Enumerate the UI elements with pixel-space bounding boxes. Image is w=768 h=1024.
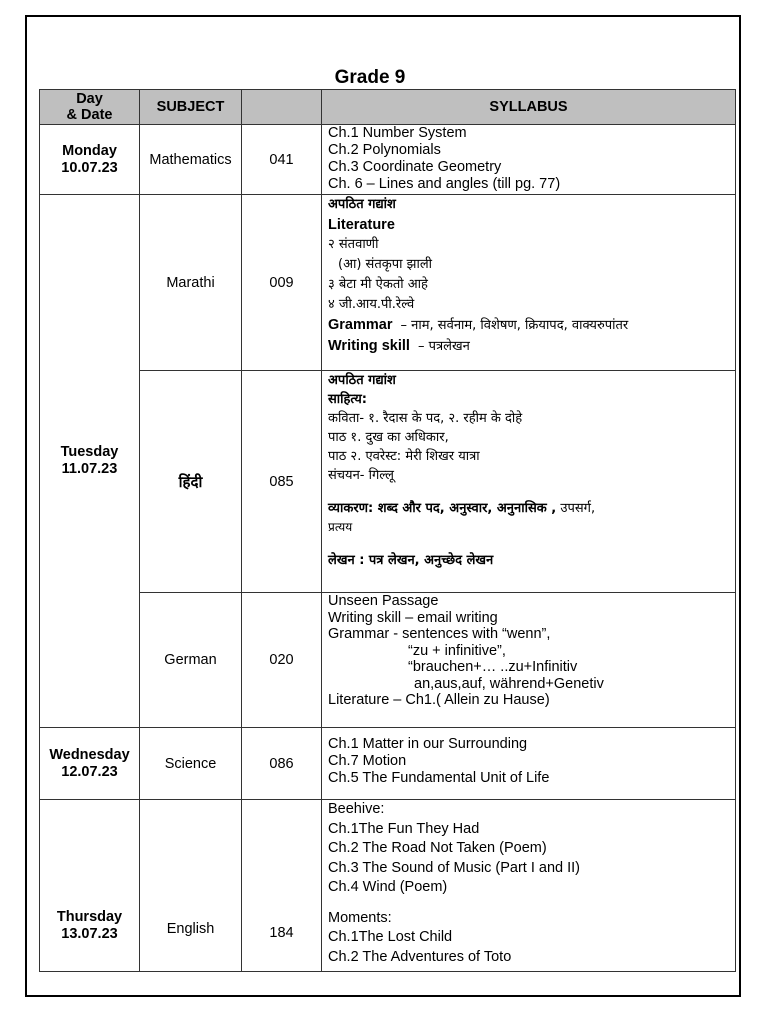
code-hindi: 085 bbox=[242, 371, 322, 593]
subject-german: German bbox=[140, 593, 242, 728]
syllabus-mathematics: Ch.1 Number System Ch.2 Polynomials Ch.3 Coordinate Geometry Ch. 6 – Lines and angles (till pg. 77) bbox=[322, 125, 736, 195]
syllabus-english: Beehive: Ch.1The Fun They Had Ch.2 The Road Not Taken (Poem) Ch.3 The Sound of Music (Part I and II) Ch.4 Wind (Poem) Moments: Ch.1The Lost Child Ch.2 The Adventures of Toto bbox=[322, 800, 736, 972]
row-english bbox=[40, 800, 736, 972]
header-day: Day & Date bbox=[40, 90, 140, 125]
header-syllabus: SYLLABUS bbox=[322, 90, 736, 125]
subject-english: English bbox=[140, 800, 242, 972]
row-german bbox=[40, 593, 736, 728]
header-row bbox=[40, 90, 736, 125]
day-thursday: Thursday 13.07.23 bbox=[40, 800, 140, 972]
row-marathi bbox=[40, 195, 736, 371]
schedule-table bbox=[39, 89, 736, 972]
header-subject: SUBJECT bbox=[140, 90, 242, 125]
day-monday: Monday 10.07.23 bbox=[40, 125, 140, 195]
page-title: Grade 9 bbox=[334, 67, 406, 88]
syllabus-german: Unseen Passage Writing skill – email writing Grammar - sentences with “wenn”, “zu + infinitive”, “brauchen+… ..zu+Infinitiv an,aus,auf, während+Genetiv Literature – Ch1.( Allein zu Hause) bbox=[322, 593, 736, 728]
day-wednesday: Wednesday 12.07.23 bbox=[40, 728, 140, 800]
code-marathi: 009 bbox=[242, 195, 322, 371]
syllabus-hindi: अपठित गद्यांश साहित्य: कविता- १. रैदास के पद, २. रहीम के दोहे पाठ १. दुख का अधिकार, पाठ २. एवरेस्ट: मेरी शिखर यात्रा संचयन- गिल्लू व्याकरण: शब्द और पद, अनुस्वार, अनुनासिक , उपसर्ग, प्रत्यय लेखन : पत्र लेखन, अनुच्छेद लेखन bbox=[322, 371, 736, 593]
syllabus-science: Ch.1 Matter in our Surrounding Ch.7 Motion Ch.5 The Fundamental Unit of Life bbox=[322, 728, 736, 800]
subject-mathematics: Mathematics bbox=[140, 125, 242, 195]
code-english: 184 bbox=[242, 800, 322, 972]
subject-marathi: Marathi bbox=[140, 195, 242, 371]
subject-science: Science bbox=[140, 728, 242, 800]
row-science bbox=[40, 728, 736, 800]
code-science: 086 bbox=[242, 728, 322, 800]
code-mathematics: 041 bbox=[242, 125, 322, 195]
row-mathematics bbox=[40, 125, 736, 195]
code-german: 020 bbox=[242, 593, 322, 728]
syllabus-marathi: अपठित गद्यांश Literature २ संतवाणी (आ) संतकृपा झाली ३ बेटा मी ऐकतो आहे ४ जी.आय.पी.रेल्वे Grammar – नाम, सर्वनाम, विशेषण, क्रियापद, वाक्यरुपांतर Writing skill – पत्रलेखन bbox=[322, 195, 736, 371]
subject-hindi: हिंदी bbox=[140, 371, 242, 593]
day-tuesday: Tuesday 11.07.23 bbox=[40, 195, 140, 728]
header-code bbox=[242, 90, 322, 125]
row-hindi bbox=[40, 371, 736, 593]
